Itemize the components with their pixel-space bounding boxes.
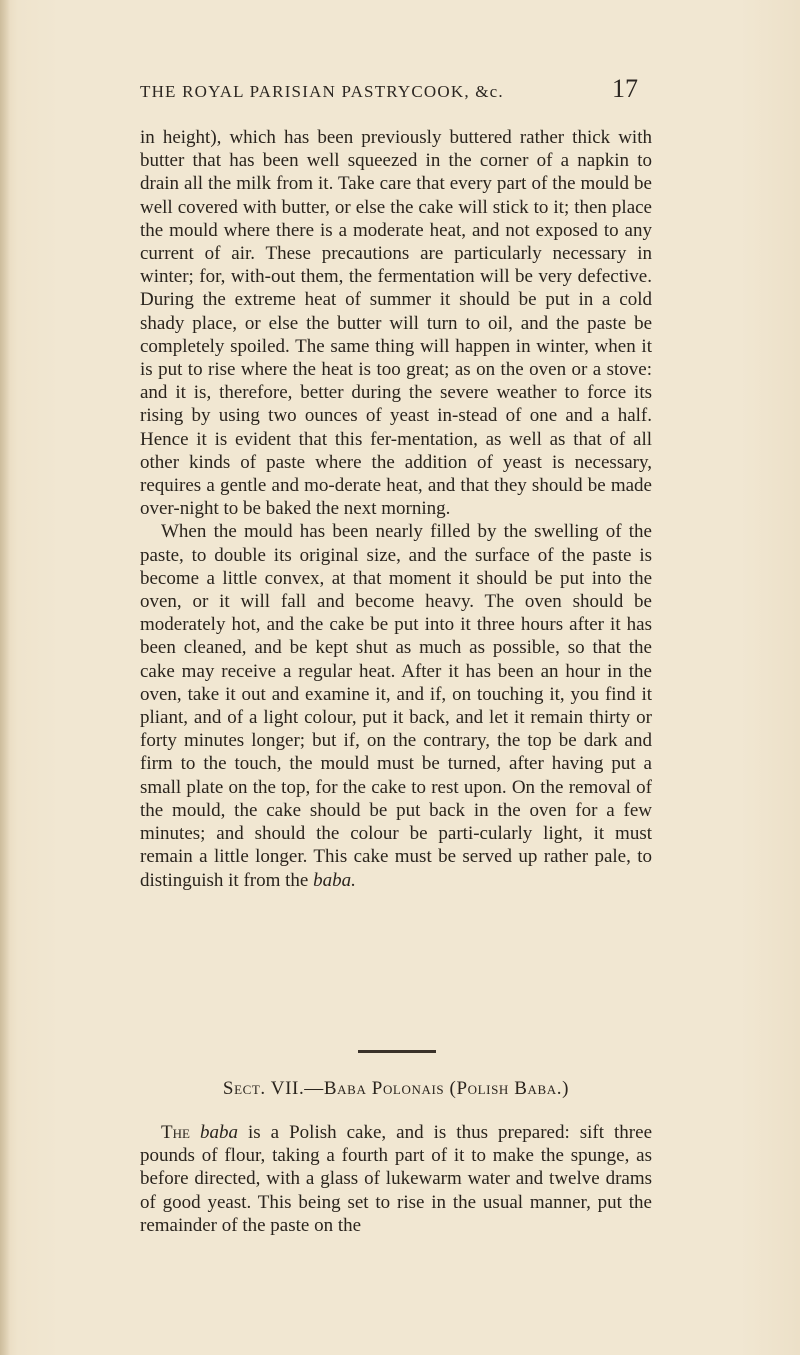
section-divider-rule — [358, 1050, 436, 1053]
page-number: 17 — [612, 74, 638, 103]
paragraph-continuation: in height), which has been previously buttered rather thick with butter that has been well squeezed in the corner of a napkin to drain all the milk from it. Take care that every part of the mould be well covered with butter, or else the cake will stick to it; then place the mould where there is a moderate heat, and not exposed to any current of air. These precautions are particularly necessary in winter; for, with-out them, the fermentation will be very defective. During the extreme heat of summer it should be put in a cold shady place, or else the butter will turn to oil, and the paste be completely spoiled. The same thing will happen in winter, when it is put to rise where the heat is too great; as on the oven or a stove: and it is, therefore, better during the severe weather to force its rising by using two ounces of yeast in-stead of one and a half. Hence it is evident that this fer-mentation, as well as that of all other kinds of paste where the addition of yeast is necessary, requires a gentle and mo-derate heat, and that they should be made over-night to be baked the next morning. — [140, 127, 652, 520]
paragraph-mould — [140, 520, 652, 891]
paragraph-mould-text: When the mould has been nearly filled by the swelling of the paste, to double its original size, and the surface of the paste is become a little convex, at that moment it should be put into the oven, or it will fall and become heavy. The oven should be moderately hot, and the cake be put into it three hours after it has been cleaned, and be kept shut as much as possible, so that the cake may receive a regular heat. After it has been an hour in the oven, take it out and examine it, and if, on touching it, you find it pliant, and of a light colour, put it back, and let it remain thirty or forty minutes longer; but if, on the contrary, the top be dark and firm to the touch, the mould must be turned, after having put a small plate on the top, for the cake to rest upon. On the removal of the mould, the cake should be put back in the oven for a few minutes; and should the colour be parti-cularly light, it must remain a little longer. This cake must be served up rather pale, to distinguish it from the — [140, 521, 652, 891]
paragraph-mould-italic: baba. — [313, 869, 356, 891]
section-body — [140, 1121, 652, 1237]
main-text — [140, 126, 652, 892]
section-lead-italic: baba — [199, 1122, 238, 1143]
page-gutter-shadow — [0, 0, 10, 1355]
section-paragraph — [140, 1121, 652, 1237]
section-heading: Sect. VII.—Baba Polonais (Polish Baba.) — [222, 1078, 570, 1099]
section-paragraph-text: is a Polish cake, and is thus prepared: sift three pounds of flour, taking a fourth part of it to make the spunge, as before directed, with a glass of lukewarm water and twelve drams of good yeast. This being set to rise in the usual manner, put the remainder of the paste on the — [140, 1122, 653, 1236]
running-header: THE ROYAL PARISIAN PASTRYCOOK, &c. — [140, 82, 504, 101]
section-lead-word: The — [161, 1122, 190, 1143]
